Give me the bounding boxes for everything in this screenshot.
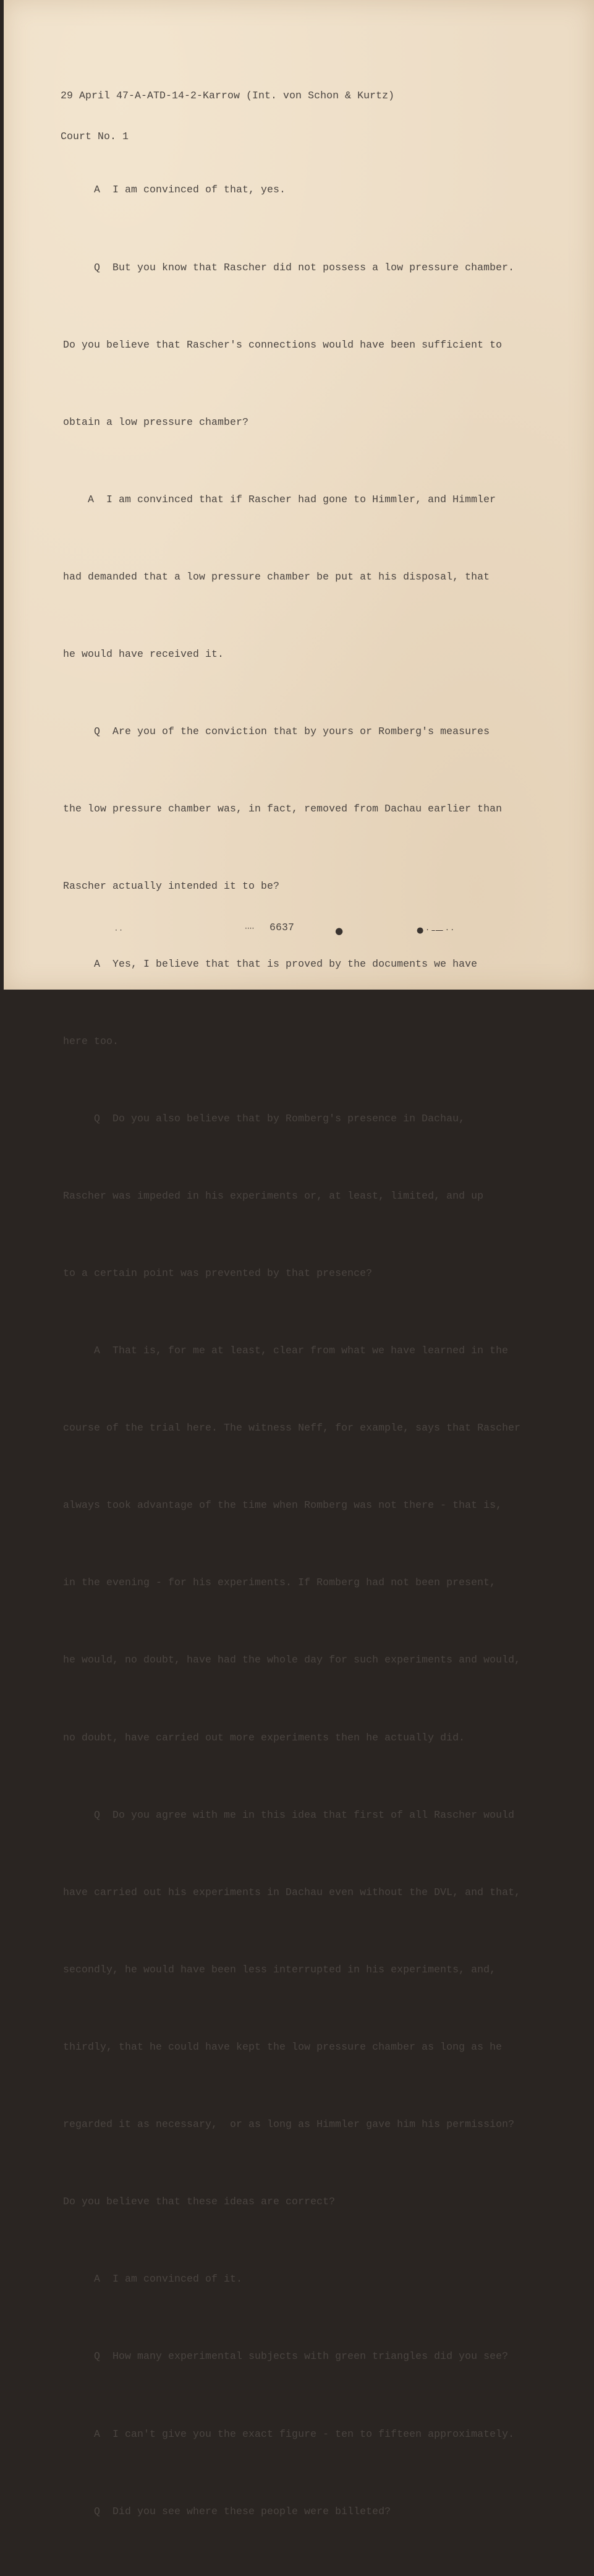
text-line: no doubt, have carried out more experiments then he actually did. [57, 1731, 465, 1744]
text-line: had demanded that a low pressure chamber be put at his disposal, that [57, 570, 490, 583]
text-line: Rascher actually intended it to be? [57, 880, 280, 892]
text-line: Q Are you of the conviction that by yours or Romberg's measures [57, 725, 490, 738]
transcript-body [57, 126, 520, 2576]
text-line: in the evening - for his experiments. If Romberg had not been present, [57, 1577, 496, 1589]
ink-spot: ● · –— · · [417, 926, 454, 935]
ink-spot: ● [335, 925, 344, 936]
document-page [4, 0, 594, 2517]
text-line: to a certain point was prevented by that presence? [57, 1267, 373, 1279]
text-line: Q Did you see where these people were billeted? [57, 2505, 391, 2517]
header-line-2: Court No. 1 [61, 131, 129, 142]
text-line: Q Do you also believe that by Romberg's presence in Dachau, [57, 1112, 465, 1124]
header-line-1: 29 April 47-A-ATD-14-2-Karrow (Int. von Schon & Kurtz) [61, 90, 395, 101]
text-line: the low pressure chamber was, in fact, removed from Dachau earlier than [57, 803, 503, 815]
text-line: Do you believe that Rascher's connections would have been sufficient to [57, 338, 503, 351]
text-line: Q Do you agree with me in this idea that first of all Rascher would [57, 1808, 515, 1821]
text-line: here too. [57, 1035, 119, 1047]
text-line: regarded it as necessary, or as long as Himmler gave him his permission? [57, 2118, 515, 2131]
text-line: he would have received it. [57, 648, 224, 661]
text-line: Do you believe that these ideas are correct? [57, 2196, 336, 2208]
text-line: obtain a low pressure chamber? [57, 416, 249, 428]
text-line: A I am convinced of that, yes. [57, 184, 286, 196]
text-line: Rascher was impeded in his experiments or, at least, limited, and up [57, 1189, 484, 1202]
text-line: Q How many experimental subjects with green triangles did you see? [57, 2350, 509, 2363]
text-line: course of the trial here. The witness Neff, for example, says that Rascher [57, 1422, 521, 1434]
text-line: secondly, he would have been less interrupted in his experiments, and, [57, 1963, 496, 1975]
text-line: thirdly, that he could have kept the low pressure chamber as long as he [57, 2041, 503, 2053]
page-number: 6637 [269, 922, 295, 933]
text-line: A Yes, I believe that that is proved by the documents we have [57, 957, 478, 970]
text-line: have carried out his experiments in Dachau even without the DVL, and that, [57, 1886, 521, 1898]
stray-mark: · · [115, 926, 122, 935]
text-line: Q But you know that Rascher did not possess a low pressure chamber. [57, 261, 515, 273]
text-line: A That is, for me at least, clear from what we have learned in the [57, 1345, 509, 1357]
text-line: A I am convinced of it. [57, 2273, 243, 2285]
text-line: A I am convinced that if Rascher had gone to Himmler, and Himmler [57, 493, 496, 505]
text-line: A I can't give you the exact figure - ten to fifteen approximately. [57, 2428, 515, 2440]
text-line: always took advantage of the time when Romberg was not there - that is, [57, 1499, 503, 1512]
text-line: he would, no doubt, have had the whole day for such experiments and would, [57, 1654, 521, 1666]
stray-mark: ···· [245, 924, 255, 933]
